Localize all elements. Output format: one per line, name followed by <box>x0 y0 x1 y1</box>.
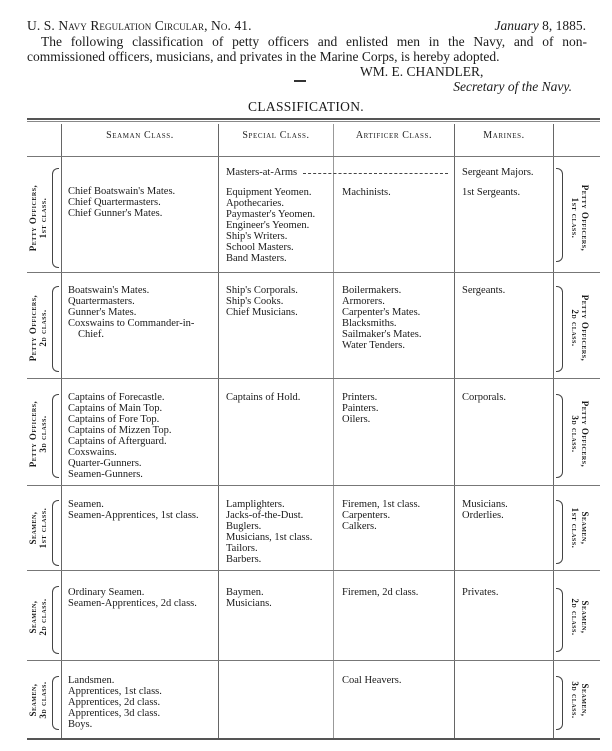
row-label-right <box>570 478 590 578</box>
cell-line: Lamplighters. <box>226 499 285 510</box>
cell-line: Masters-at-Arms <box>226 167 298 178</box>
brace-right <box>556 676 563 730</box>
cell-line: Printers. <box>342 392 378 403</box>
row-label-right <box>570 278 590 378</box>
cell-line: Sailmaker's Mates. <box>342 329 422 340</box>
cell-line: School Masters. <box>226 242 294 253</box>
cell-line: Water Tenders. <box>342 340 405 351</box>
row-divider <box>27 570 600 571</box>
row-label-right <box>570 384 590 484</box>
cell-line: Buglers. <box>226 521 262 532</box>
intro-paragraph <box>27 34 587 64</box>
dotted-leader <box>303 173 448 174</box>
cell-artificer <box>342 187 391 198</box>
cell-line: Calkers. <box>342 521 377 532</box>
cell-line: Gunner's Mates. <box>68 307 137 318</box>
cell-line: Captains of Mizzen Top. <box>68 425 172 436</box>
cell-line: Firemen, 1st class. <box>342 499 421 510</box>
cell-line: Quartermasters. <box>68 296 135 307</box>
cell-marines <box>462 285 505 296</box>
cell-line: Coal Heavers. <box>342 675 402 686</box>
cell-line: Apprentices, 2d class. <box>68 697 161 708</box>
cell-special-header <box>226 167 297 178</box>
row-label-line1: Petty Officers, <box>580 400 590 468</box>
cell-line: Chief Musicians. <box>226 307 298 318</box>
row-divider <box>27 272 600 273</box>
cell-seaman <box>68 499 199 521</box>
row-label-line2: 2d class. <box>570 309 580 347</box>
cell-line: Boilermakers. <box>342 285 402 296</box>
cell-line: Seamen-Apprentices, 2d class. <box>68 598 197 609</box>
row-label-line2: 3d class. <box>570 681 580 719</box>
top-rule <box>27 118 600 120</box>
cell-line: Oilers. <box>342 414 371 425</box>
row-label-line1: Seamen, <box>580 511 590 545</box>
cell-line: Sergeants. <box>462 285 506 296</box>
cell-artificer <box>342 675 401 686</box>
cell-line: Painters. <box>342 403 379 414</box>
cell-line: Captains of Fore Top. <box>68 414 160 425</box>
column-header-seaman: Seaman Class. <box>106 130 174 141</box>
cell-seaman <box>68 186 175 219</box>
row-label-line1: Petty Officers, <box>580 184 590 252</box>
cell-line: Chief Boatswain's Mates. <box>68 186 176 197</box>
row-label-line2: 1st class. <box>570 507 580 549</box>
cell-line: 1st Sergeants. <box>462 187 521 198</box>
cell-line: Coxswains to Commander-in- <box>68 318 195 329</box>
brace-left <box>52 394 59 478</box>
cell-line: Machinists. <box>342 187 391 198</box>
row-label-line2: 3d class. <box>38 681 48 719</box>
cell-special <box>226 499 312 565</box>
section-title: CLASSIFICATION. <box>248 99 364 114</box>
cell-line: Firemen, 2d class. <box>342 587 419 598</box>
cell-marines <box>462 187 520 198</box>
signature-title: Secretary of the Navy. <box>453 79 572 94</box>
header-divider <box>27 156 600 157</box>
cell-line: Apprentices, 3d class. <box>68 708 161 719</box>
cell-line: Coxswains. <box>68 447 117 458</box>
cell-line: Captains of Hold. <box>226 392 301 403</box>
col-divider <box>454 124 455 738</box>
column-header-special: Special Class. <box>242 130 310 141</box>
cell-line: Captains of Forecastle. <box>68 392 165 403</box>
brace-right <box>556 500 563 564</box>
cell-line: Equipment Yeomen. <box>226 187 312 198</box>
brace-left <box>52 500 59 566</box>
cell-line: Chief. <box>78 329 104 340</box>
cell-special <box>226 285 298 318</box>
row-label-line1: Petty Officers, <box>580 294 590 362</box>
cell-artificer <box>342 499 420 532</box>
cell-line: Seamen-Apprentices, 1st class. <box>68 510 199 521</box>
row-label-line2: 3d class. <box>38 415 48 453</box>
cell-line: Paymaster's Yeomen. <box>226 209 316 220</box>
cell-line: Chief Gunner's Mates. <box>68 208 163 219</box>
cell-line: Engineer's Yeomen. <box>226 220 310 231</box>
cell-line: Seamen-Gunners. <box>68 469 143 480</box>
cell-artificer <box>342 392 378 425</box>
cell-line: Armorers. <box>342 296 385 307</box>
cell-line: Orderlies. <box>462 510 504 521</box>
cell-line: Musicians. <box>462 499 508 510</box>
col-divider <box>61 124 62 738</box>
row-label-left <box>28 168 48 268</box>
cell-line: Ship's Cooks. <box>226 296 284 307</box>
intro-text: The following classification of petty officers and enlisted men in the Navy, and of non-commissioned officers, musicians, and privates in the Marine Corps, is hereby adopted. <box>27 34 587 64</box>
bottom-rule <box>27 738 600 740</box>
brace-right <box>556 588 563 652</box>
cell-line: Landsmen. <box>68 675 115 686</box>
cell-artificer <box>342 285 421 351</box>
cell-seaman <box>68 675 162 730</box>
cell-line: Captains of Main Top. <box>68 403 163 414</box>
cell-line: Sergeant Majors. <box>462 167 534 178</box>
brace-left <box>52 586 59 654</box>
cell-seaman <box>68 587 197 609</box>
row-divider <box>27 378 600 379</box>
cell-line: Tailors. <box>226 543 258 554</box>
row-label-line2: 1st class. <box>38 197 48 239</box>
cell-seaman <box>68 392 171 480</box>
col-divider <box>553 124 554 738</box>
separator-dash <box>294 80 306 82</box>
cell-special <box>226 587 272 609</box>
row-label-right <box>570 650 590 750</box>
cell-line: Musicians, 1st class. <box>226 532 313 543</box>
cell-line: Ship's Writers. <box>226 231 288 242</box>
cell-line: Musicians. <box>226 598 272 609</box>
brace-right <box>556 394 563 478</box>
cell-line: Barbers. <box>226 554 262 565</box>
brace-left <box>52 168 59 268</box>
date-rest: 8, 1885. <box>538 18 586 33</box>
row-label-right <box>570 168 590 268</box>
row-label-left <box>28 278 48 378</box>
brace-right <box>556 168 563 262</box>
row-label-line1: Petty Officers, <box>28 184 38 252</box>
cell-line: Captains of Afterguard. <box>68 436 167 447</box>
row-label-left <box>28 384 48 484</box>
cell-line: Boatswain's Mates. <box>68 285 150 296</box>
cell-line: Ship's Corporals. <box>226 285 298 296</box>
cell-line: Carpenter's Mates. <box>342 307 421 318</box>
cell-special <box>226 392 300 403</box>
cell-marines <box>462 587 498 598</box>
cell-line: Band Masters. <box>226 253 287 264</box>
cell-line: Baymen. <box>226 587 264 598</box>
date-month: January <box>494 18 539 33</box>
row-label-line1: Seamen, <box>28 683 38 717</box>
cell-line: Seamen. <box>68 499 104 510</box>
cell-artificer <box>342 587 418 598</box>
cell-line: Privates. <box>462 587 499 598</box>
cell-line: Jacks-of-the-Dust. <box>226 510 304 521</box>
row-label-left <box>28 478 48 578</box>
row-label-line1: Seamen, <box>28 511 38 545</box>
column-header-artificer: Artificer Class. <box>355 130 433 141</box>
cell-marines <box>462 499 508 521</box>
cell-seaman <box>68 285 194 340</box>
row-label-line1: Seamen, <box>580 683 590 717</box>
row-label-line2: 1st class. <box>38 507 48 549</box>
row-label-line1: Petty Officers, <box>28 294 38 362</box>
row-label-line1: Petty Officers, <box>28 400 38 468</box>
row-divider <box>27 660 600 661</box>
circular-date <box>495 18 587 34</box>
cell-marines-header <box>462 167 534 178</box>
brace-right <box>556 286 563 372</box>
circular-prefix: U. S. <box>27 18 59 33</box>
row-label-line2: 3d class. <box>570 415 580 453</box>
cell-line: Apothecaries. <box>226 198 285 209</box>
cell-line: Carpenters. <box>342 510 391 521</box>
row-label-left <box>28 650 48 750</box>
row-label-line1: Seamen, <box>28 600 38 634</box>
row-label-line2: 2d class. <box>38 309 48 347</box>
row-label-line2: 1st class. <box>570 197 580 239</box>
cell-special <box>226 187 315 264</box>
column-header-marines: Marines. <box>483 130 525 141</box>
cell-line: Apprentices, 1st class. <box>68 686 162 697</box>
brace-left <box>52 676 59 730</box>
cell-line: Quarter-Gunners. <box>68 458 142 469</box>
col-divider <box>333 124 334 738</box>
brace-left <box>52 286 59 372</box>
cell-line: Chief Quartermasters. <box>68 197 161 208</box>
row-label-line2: 2d class. <box>38 598 48 636</box>
cell-line: Boys. <box>68 719 93 730</box>
cell-line: Blacksmiths. <box>342 318 397 329</box>
circular-title-text: Navy Regulation Circular, No. 41. <box>58 18 252 33</box>
top-rule-thin <box>27 121 600 122</box>
row-label-line1: Seamen, <box>580 600 590 634</box>
col-divider <box>218 124 219 738</box>
cell-marines <box>462 392 506 403</box>
circular-title <box>27 18 252 34</box>
signature-name: WM. E. CHANDLER, <box>360 64 484 79</box>
cell-line: Corporals. <box>462 392 507 403</box>
row-label-line2: 2d class. <box>570 598 580 636</box>
row-divider <box>27 485 600 486</box>
cell-line: Ordinary Seamen. <box>68 587 145 598</box>
